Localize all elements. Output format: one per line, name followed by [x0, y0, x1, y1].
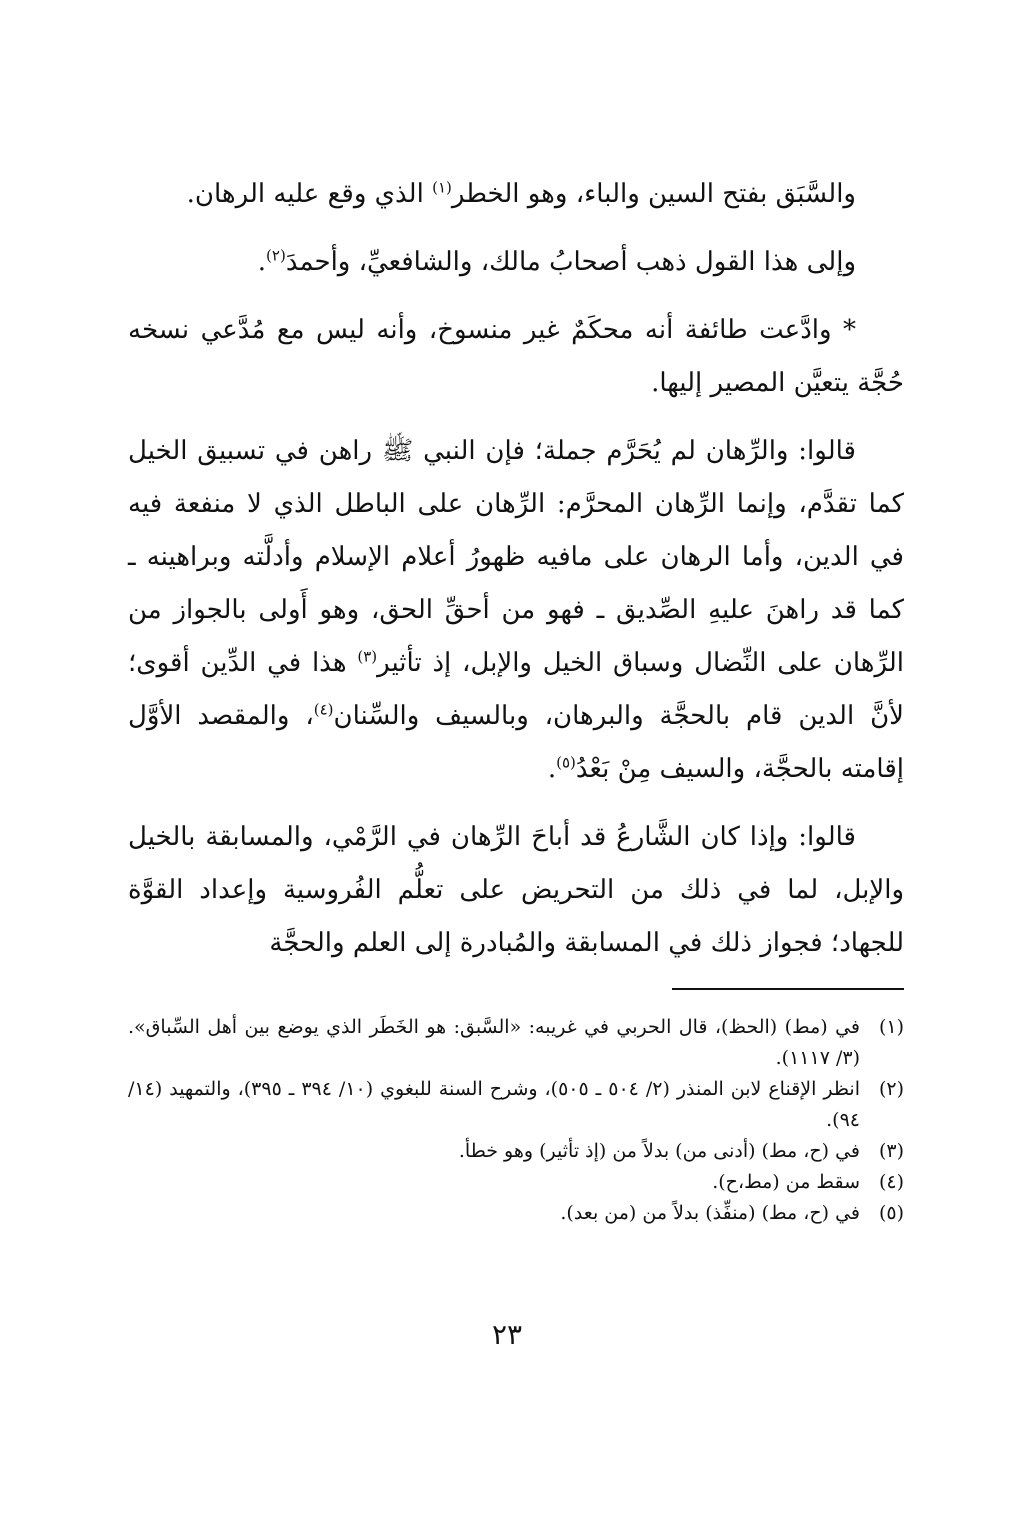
- footnote-number: (٣): [878, 1140, 904, 1162]
- paragraph-3: [128, 304, 904, 410]
- footnote-text: سقط من (مط،ح).: [712, 1171, 860, 1193]
- footnotes-list: [128, 1012, 904, 1229]
- footnote-text: في (ح، مط) (أدنى من) بدلاً من (إذ تأثير) وهو خطأ.: [458, 1140, 860, 1162]
- paragraph-2: [128, 236, 904, 289]
- footnote-separator: [672, 988, 904, 990]
- paragraph-5-text: قالوا: وإذا كان الشَّارعُ قد أباحَ الرِّهان في الرَّمْي، والمسابقة بالخيل والإبل، لما في ذلك من التحريض على تعلُّم الفُروسية وإعداد القوَّة للجهاد؛ فجواز ذلك في المسابقة والمُبادرة إلى العلم والحجَّة: [128, 822, 904, 958]
- paragraph-4-text-d: .: [547, 754, 557, 784]
- footnote-ref-2[interactable]: (٢): [266, 246, 286, 265]
- footnote-ref-5[interactable]: (٥): [556, 753, 576, 772]
- footnote-ref-1[interactable]: (١): [432, 178, 452, 197]
- footnote-number: (٢): [878, 1078, 904, 1100]
- footnote-4: [128, 1167, 904, 1198]
- footnote-ref-4[interactable]: (٤): [313, 700, 334, 719]
- paragraph-4-text-b: هذا في الدِّين أقوى؛ لأنَّ الدين قام بالحجَّة والبرهان، وبالسيف والسِّنان: [128, 648, 904, 731]
- footnote-5: [128, 1198, 904, 1229]
- paragraph-4-text-a: قالوا: والرِّهان لم يُحَرَّم جملة؛ فإن النبي ﷺ راهن في تسبيق الخيل كما تقدَّم، وإنما الرِّهان المحرَّم: الرِّهان على الباطل الذي لا منفعة فيه في الدين، وأما الرهان على مافيه ظهورُ أعلام الإسلام وأدلَّته وبراهينه ـ كما قد راهنَ عليهِ الصِّديق ـ فهو من أحقِّ الحق، وهو أَولى بالجواز من الرِّهان على النِّضال وسباق الخيل والإبل، إذ تأثير: [128, 436, 904, 678]
- paragraph-3-text: * وادَّعت طائفة أنه محكَمٌ غير منسوخ، وأنه ليس مع مُدَّعي نسخه حُجَّة يتعيَّن المصير إليها.: [128, 315, 904, 398]
- paragraph-1-text-a: والسَّبَق بفتح السين والباء، وهو الخطر: [451, 179, 856, 209]
- paragraph-4-text-c: ، والمقصد الأوَّل إقامته بالحجَّة، والسيف مِنْ بَعْدُ: [128, 701, 904, 784]
- footnote-number: (١): [878, 1016, 904, 1038]
- footnote-3: [128, 1136, 904, 1167]
- paragraph-2-text-b: .: [257, 247, 267, 277]
- footnote-2: [128, 1074, 904, 1136]
- footnote-text: في (ح، مط) (منفِّذ) بدلاً من (من بعد).: [560, 1202, 860, 1224]
- footnote-number: (٤): [878, 1171, 904, 1193]
- footnote-ref-3[interactable]: (٣): [357, 647, 378, 666]
- paragraph-1-text-b: الذي وقع عليه الرهان.: [186, 179, 433, 209]
- main-text: [128, 168, 904, 970]
- footnote-text: في (مط) (الحظ)، قال الحربي في غريبه: «السَّبق: هو الخَطَر الذي يوضع بين أهل السِّباق». (٣/ ١١١٧).: [128, 1016, 860, 1069]
- paragraph-5: [128, 811, 904, 970]
- footnote-text: انظر الإقناع لابن المنذر (٢/ ٥٠٤ ـ ٥٠٥)، وشرح السنة للبغوي (١٠/ ٣٩٤ ـ ٣٩٥)، والتمهيد (١٤/ ٩٤).: [128, 1078, 860, 1131]
- paragraph-4: [128, 425, 904, 796]
- paragraph-2-text-a: وإلى هذا القول ذهب أصحابُ مالك، والشافعيِّ، وأحمدَ: [285, 247, 856, 277]
- paragraph-1: [128, 168, 904, 221]
- footnote-1: [128, 1012, 904, 1074]
- page-number: ٢٣: [491, 1318, 523, 1351]
- footnote-number: (٥): [878, 1202, 904, 1224]
